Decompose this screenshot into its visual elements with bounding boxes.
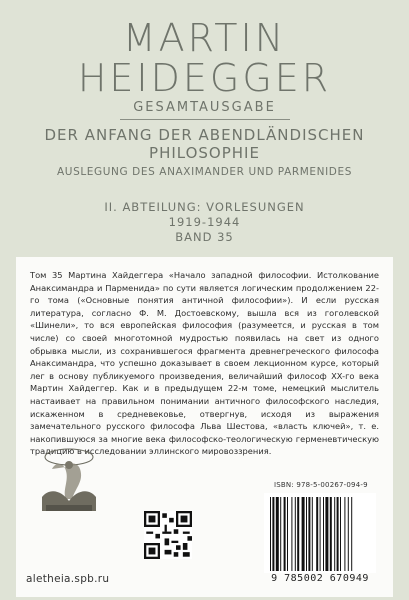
publisher-website[interactable]: aletheia.spb.ru [26,573,110,585]
division-label: II. ABTEILUNG: VORLESUNGEN [104,200,305,214]
description-text: Том 35 Мартина Хайдеггера «Начало западной философии. Истолкование Анаксимандра и Парменида» по сути является логическим продолжением 22-го тома («Основные понятия античной философии»). И если русская литература, согласно Ф. М. Достоевскому, вышла вся из гоголевской «Шинели», то вся европейская философия (разумеется, и русская в том числе) со своей многотомной мудростью появилась на свет из одного обрывка мысли, из сохранившегося фрагмента древнегреческого философа Анаксимандра, что успешно доказывает в своем лекционном курсе, который лег в основу публикуемого произведения, величайший философ XX-го века Мартин Хайдеггер. Как и в предыдущем 22-м томе, немецкий мыслитель настаивает на правильном понимании античного философского наследия, искаженном в средневековье, отвергнув, исходя из выражения замечательного русского философа Льва Шестова, «власть ключей», т. е. накопившуюся за многие века философско-теологическую герменевтическую традицию в исследовании эллинского мировоззрения. [30,270,379,457]
band-label: BAND 35 [175,230,234,244]
isbn-label: ISBN: 978-5-00267-094-9 [274,481,368,489]
author-first-name: MARTIN [122,16,287,60]
barcode-icon [264,493,376,573]
description-panel [16,257,393,597]
years-label: 1919-1944 [168,215,241,229]
book-subtitle: AUSLEGUNG DES ANAXIMANDER UND PARMENIDES [57,166,352,178]
series-name: GESAMTAUSGABE [133,100,276,115]
book-title-line-1: DER ANFANG DER ABENDLÄNDISCHEN [44,126,365,144]
publisher-logo-icon [36,447,102,515]
cover-header [0,18,409,245]
header-divider [120,119,290,120]
qr-code-icon [144,511,192,559]
barcode-number: 9 785002 670949 [271,573,369,584]
book-title-line-2: PHILOSOPHIE [149,144,260,162]
author-last-name: HEIDEGGER [77,56,332,100]
